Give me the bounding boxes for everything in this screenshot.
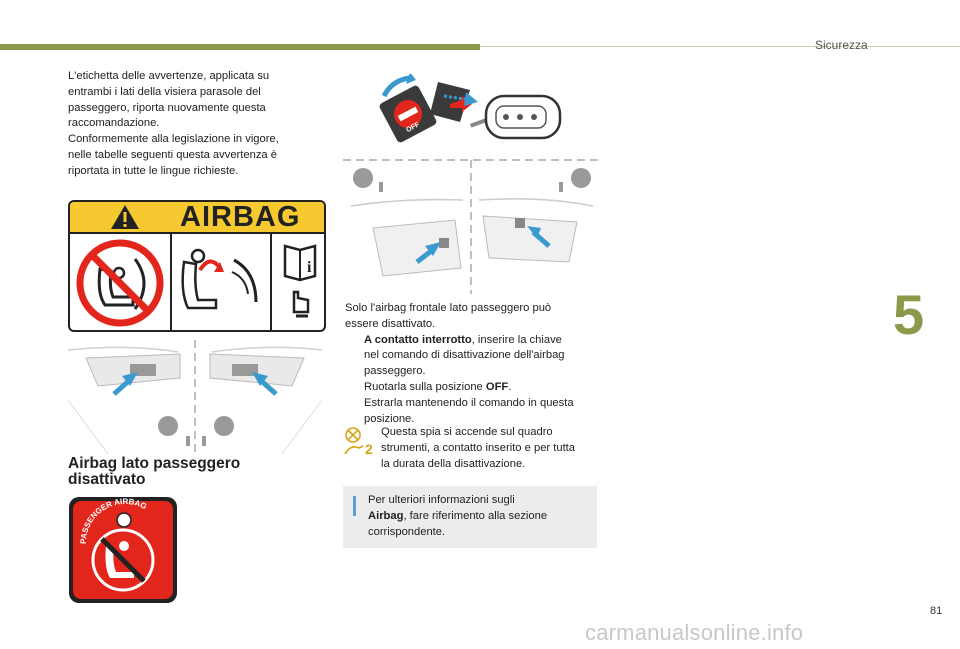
instruction-line: essere disattivato. <box>345 317 436 330</box>
step-text: . <box>508 380 512 393</box>
step-text: nel comando di disattivazione dell'airbag <box>364 349 565 362</box>
no-rear-facing-child-seat-icon <box>75 239 165 327</box>
section-heading <box>68 456 240 488</box>
intro-line: passeggero, riporta nuovamente questa <box>68 101 266 114</box>
step-text: passeggero. <box>364 365 426 378</box>
lamp-description <box>381 425 601 472</box>
label-divider <box>270 234 272 330</box>
intro-line: raccomandazione. <box>68 117 160 130</box>
warning-triangle-icon <box>110 204 140 230</box>
lamp-line: Questa spia si accende sul quadro <box>381 426 553 438</box>
instruction-step <box>345 333 603 349</box>
passenger-airbag-off-badge <box>68 496 178 604</box>
airbag-deployment-icon <box>176 242 266 324</box>
heading-line: disattivato <box>68 471 146 488</box>
instruction-step <box>345 396 603 412</box>
page-number: 81 <box>930 605 943 617</box>
airbag-off-warning-lamp-icon <box>343 426 379 456</box>
badge-arc-text: PASSENGER AIRBAG <box>78 496 149 545</box>
info-text <box>368 493 588 540</box>
section-title: Sicurezza <box>815 38 868 52</box>
svg-text:2: 2 <box>365 441 373 456</box>
info-line: Per ulteriori informazioni sugli <box>368 494 515 506</box>
info-line: corrispondente. <box>368 525 446 538</box>
step-text: , inserire la chiave <box>471 333 562 346</box>
warning-label-title: AIRBAG <box>180 201 301 233</box>
glovebox-switch-illustration <box>343 158 599 294</box>
info-line: , fare riferimento alla sezione <box>403 509 548 522</box>
instruction-line: Solo l'airbag frontale lato passeggero può <box>345 302 552 314</box>
info-icon <box>353 496 356 516</box>
lamp-line: la durata della disattivazione. <box>381 457 526 470</box>
header-rule <box>480 46 960 47</box>
step-text: Estrarla mantenendo il comando in questa <box>364 396 574 409</box>
step-text: posizione. <box>364 412 415 425</box>
intro-line: L'etichetta delle avvertenze, applicata su <box>68 70 270 82</box>
watermark: carmanualsonline.info <box>585 620 804 645</box>
intro-line: riportata in tutte le lingue richieste. <box>68 164 239 177</box>
intro-paragraph <box>68 69 318 180</box>
sun-visor-label-illustration <box>68 340 322 454</box>
intro-line: nelle tabelle seguenti questa avvertenza è <box>68 148 277 161</box>
lamp-line: strumenti, a contatto inserito e per tutta <box>381 441 576 454</box>
heading-line: Airbag lato passeggero <box>68 455 241 472</box>
intro-line: entrambi i lati della visiera parasole del <box>68 85 261 98</box>
svg-text:i: i <box>307 259 312 276</box>
switch-off-label: OFF <box>405 121 421 135</box>
key-switch-illustration <box>378 74 568 164</box>
step-emphasis: A contatto interrotto <box>364 333 472 346</box>
label-divider <box>170 234 172 330</box>
header-accent-bar <box>0 44 480 50</box>
airbag-warning-label <box>68 200 326 332</box>
step-emphasis: OFF <box>485 380 509 393</box>
chapter-number: 5 <box>893 283 925 346</box>
step-text: Ruotarla sulla posizione <box>364 380 486 393</box>
info-link-text: Airbag <box>368 509 404 522</box>
intro-line: Conformemente alla legislazione in vigore, <box>68 133 279 146</box>
instruction-step <box>345 380 603 396</box>
warning-label-header <box>70 202 324 234</box>
deactivation-instructions <box>345 301 603 427</box>
read-manual-icon <box>282 242 318 324</box>
